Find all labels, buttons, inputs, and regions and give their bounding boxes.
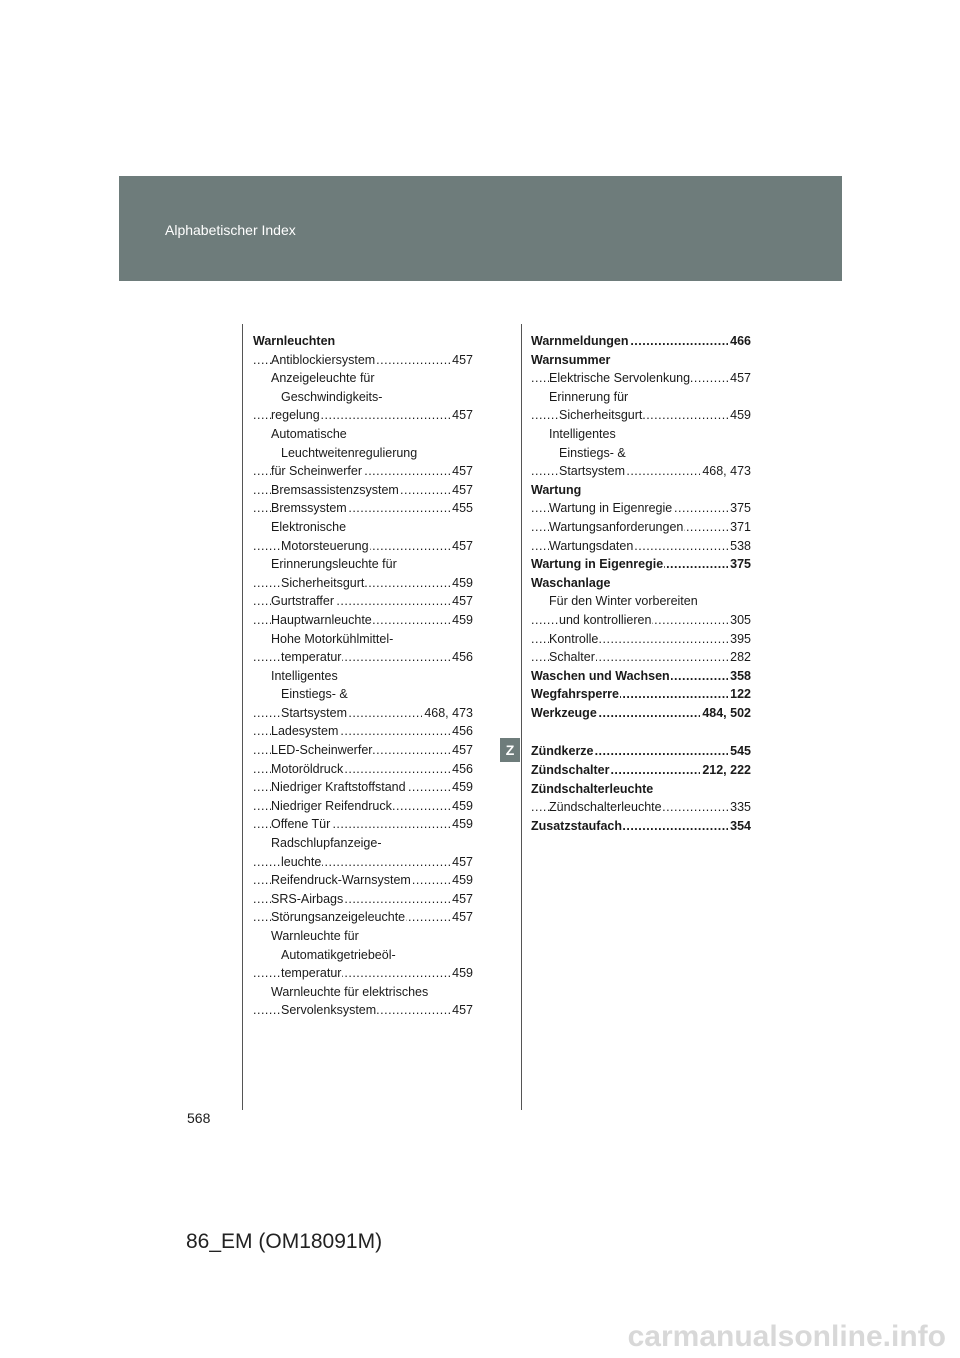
index-entry	[253, 406, 473, 425]
index-entry-page: 457	[450, 592, 473, 611]
index-entry	[531, 592, 751, 611]
index-entry-text: Wartungsdaten	[549, 538, 634, 553]
index-entry-text: Hohe Motorkühlmittel-	[271, 631, 394, 646]
index-entry-text: Antiblockiersystem	[271, 352, 376, 367]
index-entry-page: 457	[450, 481, 473, 500]
index-entry-text: Automatische	[271, 426, 347, 441]
index-entry	[253, 518, 473, 537]
index-entry-text: Zündschalter	[531, 763, 610, 778]
index-entry-page: 457	[450, 908, 473, 927]
index-entry-page: 457	[450, 853, 473, 872]
index-entry	[253, 630, 473, 649]
index-entry-page: 335	[728, 798, 751, 817]
index-entry-page: 459	[450, 871, 473, 890]
index-entry	[253, 351, 473, 370]
index-entry	[531, 499, 751, 518]
index-entry	[253, 574, 473, 593]
index-entry-text: Waschanlage	[531, 575, 611, 590]
index-entry-page: 456	[450, 648, 473, 667]
index-entry	[253, 853, 473, 872]
index-entry-text: Niedriger Kraftstoffstand	[271, 780, 406, 795]
index-entry	[531, 704, 751, 723]
index-entry-text: regelung	[271, 408, 320, 423]
index-entry	[253, 908, 473, 927]
index-entry-page: 282	[728, 648, 751, 667]
index-entry	[253, 871, 473, 890]
index-entry-text: Einstiegs- &	[281, 687, 348, 702]
page-header	[119, 176, 842, 281]
index-entry-page: 455	[450, 499, 473, 518]
index-entry-page: 457	[450, 890, 473, 909]
index-entry-page: 305	[728, 611, 751, 630]
index-entry-page: 375	[728, 555, 751, 574]
index-entry	[531, 462, 751, 481]
index-entry-text: Startsystem	[281, 705, 347, 720]
index-entry	[531, 798, 751, 817]
index-entry-text: Kontrolle	[549, 631, 599, 646]
index-entry	[253, 481, 473, 500]
index-entry-text: temperatur	[281, 650, 342, 665]
index-entry-page: 484, 502	[700, 704, 751, 723]
index-entry-text: Warnleuchte für elektrisches	[271, 984, 429, 999]
index-entry-text: Sicherheitsgurt	[281, 575, 365, 590]
index-entry-text: Bremssystem	[271, 501, 347, 516]
index-entry-page: 212, 222	[700, 761, 751, 780]
index-entry	[253, 648, 473, 667]
index-entry	[531, 761, 751, 780]
index-entry-page: 457	[450, 406, 473, 425]
index-entry	[531, 555, 751, 574]
index-entry	[253, 983, 473, 1002]
index-entry	[253, 444, 473, 463]
index-entry-page: 456	[450, 760, 473, 779]
index-entry-text: Gurtstraffer	[271, 594, 334, 609]
index-entry	[531, 742, 751, 761]
index-entry-text: Für den Winter vorbereiten	[549, 594, 698, 609]
index-entry	[253, 946, 473, 965]
index-entry	[253, 1001, 473, 1020]
index-entry	[253, 592, 473, 611]
index-entry	[253, 964, 473, 983]
index-entry-text: Einstiegs- &	[559, 445, 626, 460]
index-gap	[531, 722, 751, 742]
index-entry-page: 358	[728, 667, 751, 686]
index-entry-text: Geschwindigkeits-	[281, 389, 383, 404]
index-entry	[253, 685, 473, 704]
index-entry-page: 468, 473	[422, 704, 473, 723]
index-entry-text: Warnleuchte für	[271, 929, 359, 943]
index-entry-text: Anzeigeleuchte für	[271, 371, 375, 386]
index-entry	[253, 537, 473, 556]
index-entry	[253, 555, 473, 574]
index-entry-text: Elektrische Servolenkung	[549, 371, 691, 386]
index-entry	[531, 648, 751, 667]
index-entry	[531, 667, 751, 686]
index-entry	[531, 574, 751, 593]
index-entry	[253, 332, 473, 351]
index-entry	[253, 797, 473, 816]
index-entry-text: Zündkerze	[531, 744, 594, 759]
index-entry-text: Hauptwarnleuchte	[271, 612, 372, 627]
index-entry-page: 459	[450, 797, 473, 816]
index-entry	[253, 722, 473, 741]
index-entry-text: Wartungsanforderungen	[549, 519, 684, 534]
index-entry-text: Warnmeldungen	[531, 334, 629, 348]
watermark: carmanualsonline.info	[627, 1320, 946, 1353]
index-entry-text: Werkzeuge	[531, 705, 597, 720]
index-entry-text: und kontrollieren	[559, 612, 652, 627]
index-entry-page: 457	[450, 537, 473, 556]
index-entry-text: Wartung	[531, 482, 582, 497]
index-entry-page: 538	[728, 537, 751, 556]
index-entry-text: Bremsassistenzsystem	[271, 482, 399, 497]
index-entry-text: Elektronische	[271, 519, 347, 534]
index-entry	[253, 815, 473, 834]
index-entry-text: Ladesystem	[271, 724, 339, 739]
index-entry-page: 466	[728, 332, 751, 351]
index-entry-text: Schalter	[549, 650, 595, 665]
index-entry-text: temperatur	[281, 966, 342, 981]
index-entry	[531, 780, 751, 799]
index-entry-text: Servolenksystem	[281, 1003, 377, 1018]
index-entry	[253, 667, 473, 686]
index-entry-page: 395	[728, 630, 751, 649]
index-entry	[531, 817, 751, 836]
index-entry	[531, 685, 751, 704]
index-entry-page: 354	[728, 817, 751, 836]
index-entry-text: Sicherheitsgurt	[559, 408, 643, 423]
index-entry-page: 459	[450, 964, 473, 983]
footer-code: 86_EM (OM18091M)	[186, 1230, 383, 1253]
index-entry-text: Automatikgetriebeöl-	[281, 947, 396, 962]
index-entry-text: Reifendruck-Warnsystem	[271, 873, 411, 888]
index-entry-page: 459	[728, 406, 751, 425]
index-entry-page: 371	[728, 518, 751, 537]
index-entry-text: Störungsanzeigeleuchte	[271, 910, 406, 925]
index-entry-page: 457	[450, 351, 473, 370]
index-entry-page: 457	[728, 369, 751, 388]
index-entry-text: Motorsteuerung	[281, 538, 369, 553]
index-entry-page: 459	[450, 574, 473, 593]
letter-tab[interactable]: Z	[500, 738, 520, 762]
index-entry-text: Wegfahrsperre	[531, 687, 619, 702]
index-entry	[253, 741, 473, 760]
page-number: 568	[187, 1110, 211, 1126]
index-entry	[531, 332, 751, 351]
index-entry-page: 457	[450, 462, 473, 481]
index-entry-text: Erinnerungsleuchte für	[271, 557, 397, 572]
index-entry-page: 459	[450, 815, 473, 834]
index-entry-page: 457	[450, 741, 473, 760]
index-entry-text: Warnsummer	[531, 352, 611, 367]
index-entry-text: Zündschalterleuchte	[531, 781, 654, 796]
index-entry-page: 375	[728, 499, 751, 518]
index-entry	[531, 406, 751, 425]
index-entry-text: Niedriger Reifendruck	[271, 798, 392, 813]
index-entry	[531, 481, 751, 500]
index-entry	[531, 444, 751, 463]
index-entry	[253, 388, 473, 407]
index-entry-text: Motoröldruck	[271, 761, 344, 776]
index-column-right	[531, 332, 751, 835]
index-entry	[531, 351, 751, 370]
index-entry-text: Erinnerung für	[549, 389, 629, 404]
index-entry-text: Warnleuchten	[253, 334, 336, 348]
index-entry-text: Radschlupfanzeige-	[271, 836, 382, 851]
index-entry	[531, 425, 751, 444]
index-entry-text: Startsystem	[559, 464, 625, 479]
header-title: Alphabetischer Index	[165, 222, 296, 238]
left-column-rule	[242, 324, 243, 1110]
index-entry	[253, 425, 473, 444]
index-entry-text: Zündschalterleuchte	[549, 800, 662, 815]
index-entry	[253, 778, 473, 797]
index-entry	[253, 927, 473, 946]
index-entry-page: 459	[450, 778, 473, 797]
index-entry-text: Waschen und Wachsen	[531, 668, 670, 683]
index-entry	[253, 462, 473, 481]
index-entry-text: leuchte	[281, 854, 322, 869]
index-entry-text: Zusatzstaufach	[531, 818, 622, 833]
index-entry	[253, 760, 473, 779]
index-entry	[531, 369, 751, 388]
index-entry	[531, 518, 751, 537]
index-entry-page: 468, 473	[700, 462, 751, 481]
index-entry-text: Wartung in Eigenregie	[531, 557, 664, 572]
index-entry-text: Offene Tür	[271, 817, 331, 832]
index-entry-text: für Scheinwerfer	[271, 464, 363, 479]
index-entry-page: 545	[728, 742, 751, 761]
index-entry	[253, 704, 473, 723]
index-entry	[531, 388, 751, 407]
index-entry-text: SRS-Airbags	[271, 891, 344, 906]
index-entry-text: Leuchtweitenregulierung	[281, 445, 418, 460]
index-entry	[531, 630, 751, 649]
index-entry	[531, 611, 751, 630]
index-column-left	[253, 332, 473, 1020]
index-entry-text: Intelligentes	[549, 426, 616, 441]
index-entry	[531, 537, 751, 556]
index-entry	[253, 369, 473, 388]
middle-column-rule	[521, 324, 522, 1110]
index-entry-text: LED-Scheinwerfer	[271, 743, 373, 758]
index-entry	[253, 499, 473, 518]
index-entry-page: 459	[450, 611, 473, 630]
index-entry-page: 456	[450, 722, 473, 741]
index-entry-text: Intelligentes	[271, 668, 338, 683]
index-entry	[253, 611, 473, 630]
index-entry-text: Wartung in Eigenregie	[549, 501, 673, 516]
index-entry	[253, 890, 473, 909]
index-entry-page: 122	[728, 685, 751, 704]
index-entry-page: 457	[450, 1001, 473, 1020]
index-entry	[253, 834, 473, 853]
